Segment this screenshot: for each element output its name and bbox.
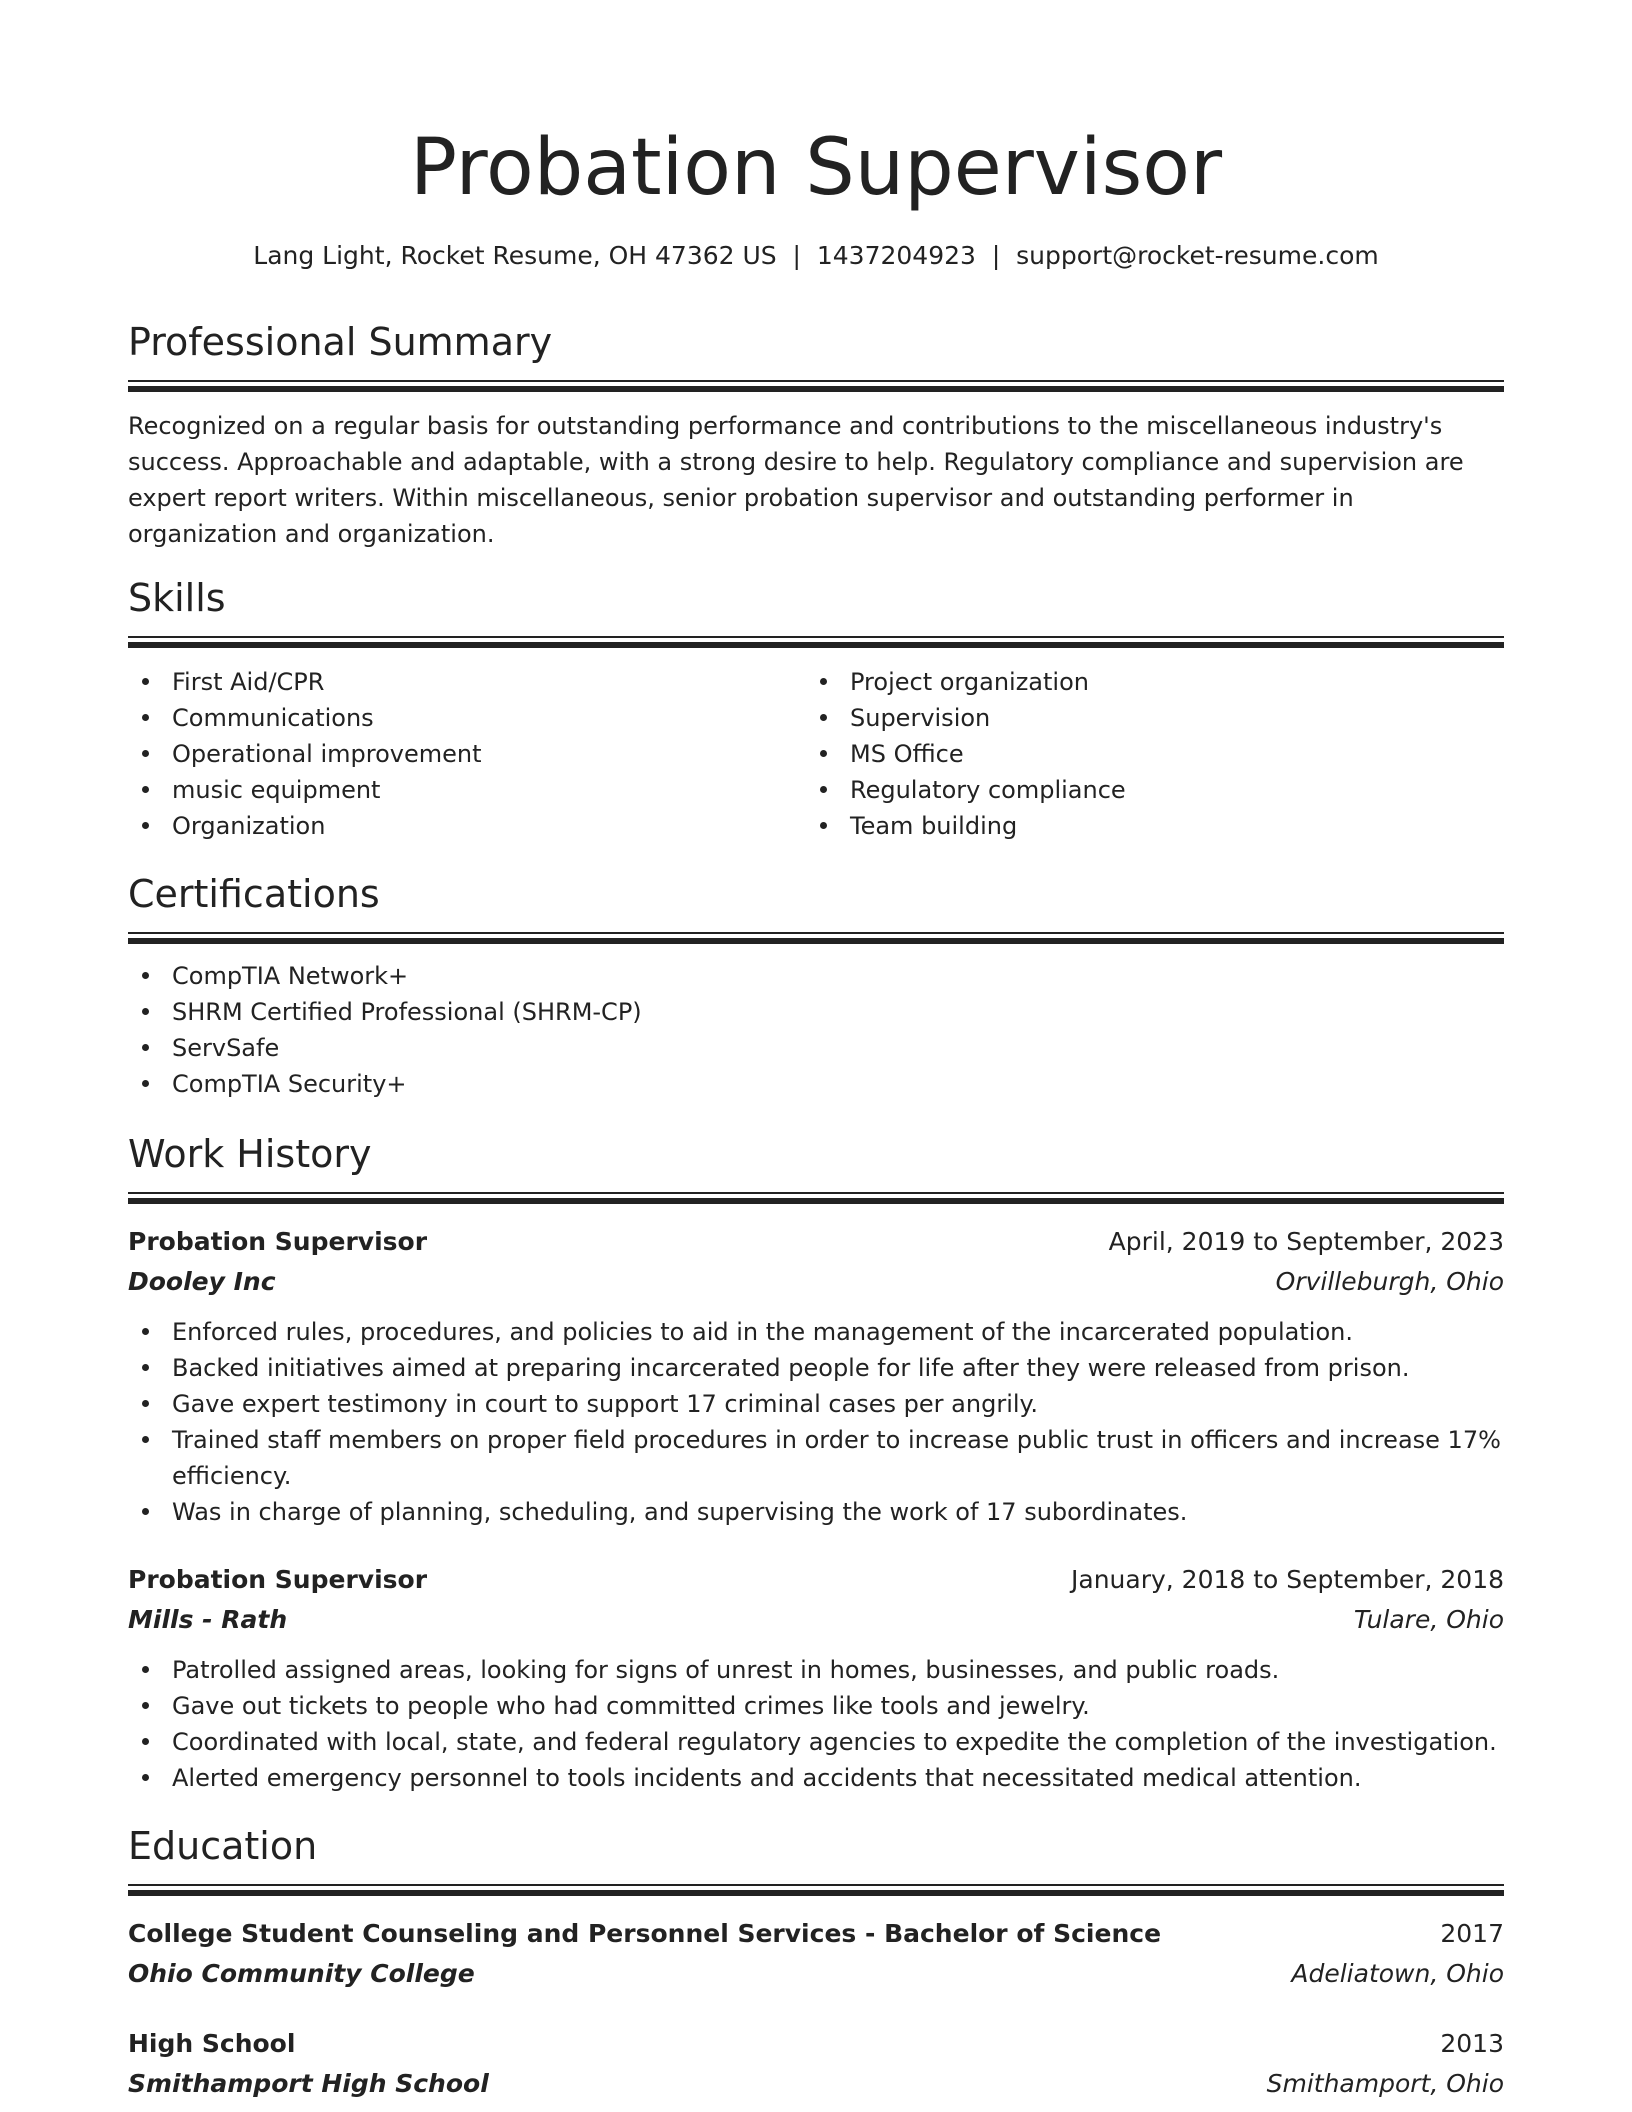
job-duty: Patrolled assigned areas, looking for signs of unrest in homes, businesses, and public roads.	[128, 1652, 1504, 1688]
education-header-row	[128, 1914, 1504, 1954]
school-location: Smithamport, Ohio	[1266, 2069, 1504, 2098]
section-title: Work History	[128, 1132, 372, 1176]
education-entry	[128, 2024, 1504, 2104]
skills-grid	[128, 664, 1504, 844]
degree-title: High School	[128, 2029, 296, 2058]
skill-item: Project organization	[806, 664, 1484, 700]
job-duty: Gave expert testimony in court to support 17 criminal cases per angrily.	[128, 1386, 1504, 1422]
skill-item: Team building	[806, 808, 1484, 844]
job-company-row	[128, 1262, 1504, 1302]
job-duty: Alerted emergency personnel to tools incidents and accidents that necessitated medical attention.	[128, 1760, 1504, 1796]
job-company: Dooley Inc	[128, 1267, 276, 1296]
job-duty: Gave out tickets to people who had committed crimes like tools and jewelry.	[128, 1688, 1504, 1724]
section-title: Certifications	[128, 872, 380, 916]
school-location: Adeliatown, Ohio	[1291, 1959, 1504, 1988]
job-header-row	[128, 1560, 1504, 1600]
skill-item: music equipment	[128, 772, 806, 808]
job-entry	[128, 1222, 1504, 1530]
job-dates: January, 2018 to September, 2018	[1071, 1565, 1504, 1594]
job-title: Probation Supervisor	[128, 1227, 428, 1256]
job-company-row	[128, 1600, 1504, 1640]
job-title: Probation Supervisor	[128, 1565, 428, 1594]
graduation-year: 2017	[1440, 1919, 1504, 1948]
skill-item: Organization	[128, 808, 806, 844]
skill-item: First Aid/CPR	[128, 664, 806, 700]
skill-item: MS Office	[806, 736, 1484, 772]
job-dates: April, 2019 to September, 2023	[1108, 1227, 1504, 1256]
work-history-section	[128, 1130, 1504, 1796]
job-entry	[128, 1560, 1504, 1796]
job-header-row	[128, 1222, 1504, 1262]
summary-text: Recognized on a regular basis for outstanding performance and contributions to the miscellaneous industry's success. Approachable and adaptable, with a strong desire to help. Regulatory compliance and supervision are expert report writers. Within miscellaneous, senior probation supervisor and outstanding performer in organization and organization.	[128, 412, 1464, 548]
job-duty: Was in charge of planning, scheduling, and supervising the work of 17 subordinates.	[128, 1494, 1504, 1530]
job-duty: Enforced rules, procedures, and policies to aid in the management of the incarcerated population.	[128, 1314, 1504, 1350]
certification-item: CompTIA Network+	[128, 958, 1504, 994]
certifications-section	[128, 870, 1504, 1102]
certification-item: SHRM Certified Professional (SHRM-CP)	[128, 994, 1504, 1030]
school-name: Smithamport High School	[128, 2069, 489, 2098]
job-duties-list	[128, 1652, 1504, 1796]
summary-section	[128, 318, 1504, 552]
skills-right-list	[806, 664, 1484, 844]
job-company: Mills - Rath	[128, 1605, 288, 1634]
skill-item: Operational improvement	[128, 736, 806, 772]
certifications-list	[128, 958, 1504, 1102]
candidate-name: Probation Supervisor	[409, 123, 1223, 213]
section-title: Education	[128, 1824, 318, 1868]
skills-left-list	[128, 664, 806, 844]
education-entry	[128, 1914, 1504, 1994]
skill-item: Supervision	[806, 700, 1484, 736]
education-school-row	[128, 2064, 1504, 2104]
graduation-year: 2013	[1440, 2029, 1504, 2058]
skills-section	[128, 574, 1504, 844]
job-duties-list	[128, 1314, 1504, 1530]
section-divider	[128, 1884, 1504, 1896]
contact-line: Lang Light, Rocket Resume, OH 47362 US | 1437204923 | support@rocket-resume.com	[253, 241, 1379, 270]
education-header-row	[128, 2024, 1504, 2064]
education-school-row	[128, 1954, 1504, 1994]
skill-item: Communications	[128, 700, 806, 736]
job-duty: Backed initiatives aimed at preparing incarcerated people for life after they were released from prison.	[128, 1350, 1504, 1386]
certification-item: ServSafe	[128, 1030, 1504, 1066]
job-location: Orvilleburgh, Ohio	[1275, 1267, 1504, 1296]
certification-item: CompTIA Security+	[128, 1066, 1504, 1102]
job-duty: Trained staff members on proper field procedures in order to increase public trust in officers and increase 17% efficiency.	[128, 1422, 1504, 1494]
skill-item: Regulatory compliance	[806, 772, 1484, 808]
section-divider	[128, 636, 1504, 648]
degree-title: College Student Counseling and Personnel Services - Bachelor of Science	[128, 1919, 1162, 1948]
section-title: Professional Summary	[128, 320, 553, 364]
job-location: Tulare, Ohio	[1353, 1605, 1504, 1634]
section-divider	[128, 932, 1504, 944]
section-divider	[128, 1192, 1504, 1204]
school-name: Ohio Community College	[128, 1959, 475, 1988]
section-divider	[128, 380, 1504, 392]
education-section	[128, 1822, 1504, 2104]
section-title: Skills	[128, 576, 226, 620]
job-duty: Coordinated with local, state, and federal regulatory agencies to expedite the completion of the investigation.	[128, 1724, 1504, 1760]
